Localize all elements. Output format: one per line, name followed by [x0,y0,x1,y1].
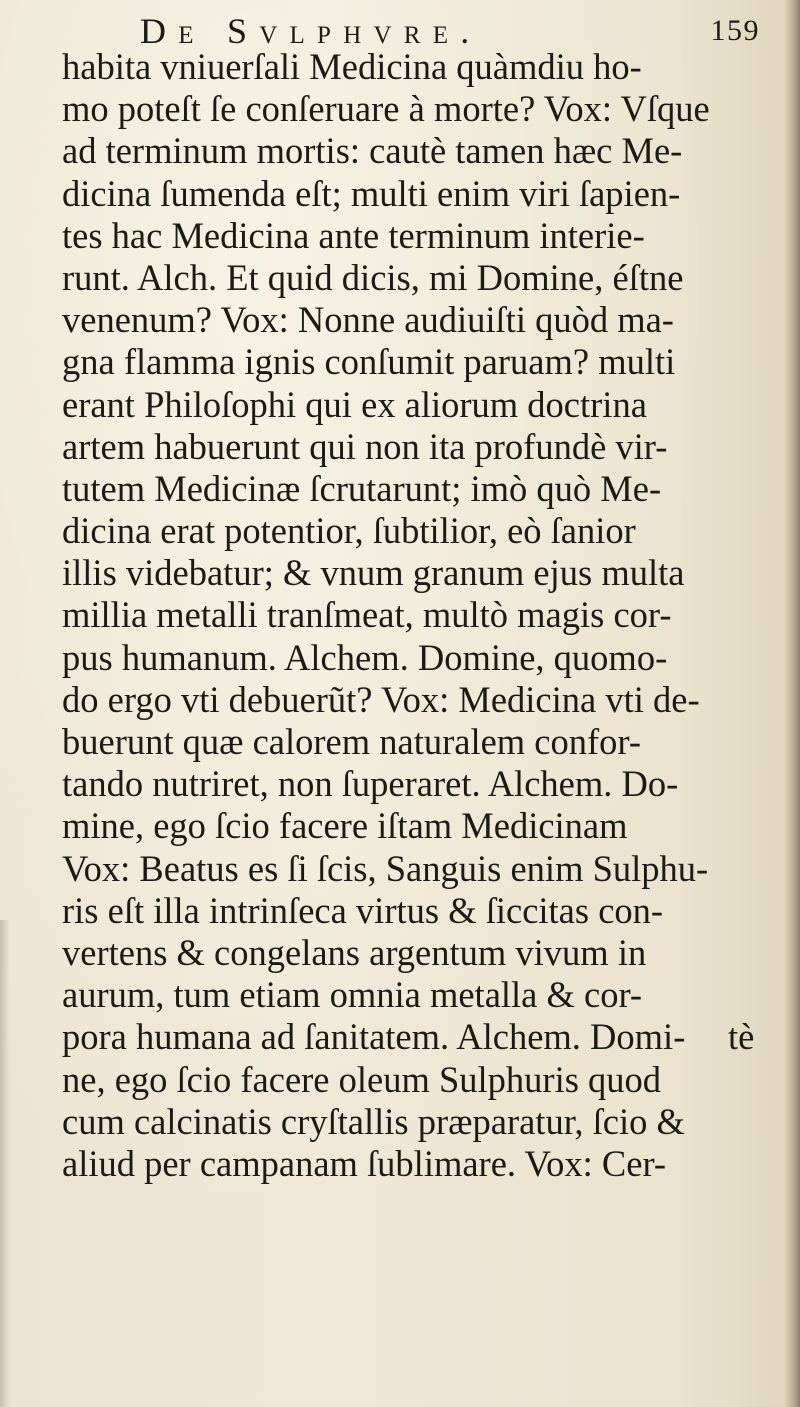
text-line: ad terminum mortis: cautè tamen hæc Me- [62,130,683,172]
running-head [140,10,760,50]
text-line: aliud per campanam ſublimare. Vox: Cer- [62,1142,667,1184]
text-line: ne, ego ſcio facere oleum Sulphuris quod [62,1058,662,1100]
text-line: habita vniuerſali Medicina quàmdiu ho- [62,46,642,87]
text-line: artem habuerunt qui non ita profundè vir- [62,425,668,467]
body-text [62,46,762,1185]
text-line: tes hac Medicina ante terminum interie- [62,214,645,256]
page-gutter-shadow [784,0,800,1407]
text-line: aurum, tum etiam omnia metalla & cor- [62,974,643,1016]
text-line: Vox: Beatus es ſi ſcis, Sanguis enim Sulphu- [62,847,709,889]
text-line: dicina erat potentior, ſubtilior, eò ſanior [62,510,636,552]
text-line: pus humanum. Alchem. Domine, quomo- [62,636,668,678]
text-line: tutem Medicinæ ſcrutarunt; imò quò Me- [62,467,662,509]
text-line: illis videbatur; & vnum granum ejus multa [62,552,685,594]
text-line: mo poteſt ſe conſeruare à morte? Vox: Vſque [62,88,710,130]
text-line: vertens & congelans argentum vivum in [62,931,647,973]
text-line: buerunt quæ calorem naturalem confor- [62,721,641,762]
text-line: pora humana ad ſanitatem. Alchem. Domi- [62,1016,686,1058]
text-line: gna flamma ignis conſumit paruam? multi [62,341,676,383]
page-edge-shadow [0,920,10,1407]
text-line: mine, ego ſcio facere iſtam Medicinam [62,805,628,847]
text-line: tando nutriret, non ſuperaret. Alchem. Do- [62,763,679,805]
catchword: tè [728,1016,755,1057]
text-line: runt. Alch. Et quid dicis, mi Domine, éſtne [62,256,684,298]
text-line: venenum? Vox: Nonne audiuiſti quòd ma- [62,299,674,341]
text-line: dicina ſumenda eſt; multi enim viri ſapien- [62,172,681,214]
page-number: 159 [710,14,760,47]
running-head-title: De Svlphvre. [140,11,482,51]
text-line: erant Philoſophi qui ex aliorum doctrina [62,383,647,425]
text-line: do ergo vti debuerũt? Vox: Medicina vti de- [62,678,700,720]
text-line: ris eſt illa intrinſeca virtus & ſiccitas con- [62,889,664,931]
text-line: millia metalli tranſmeat, multò magis cor- [62,594,672,636]
text-line: cum calcinatis cryſtallis præparatur, ſcio & [62,1100,685,1142]
